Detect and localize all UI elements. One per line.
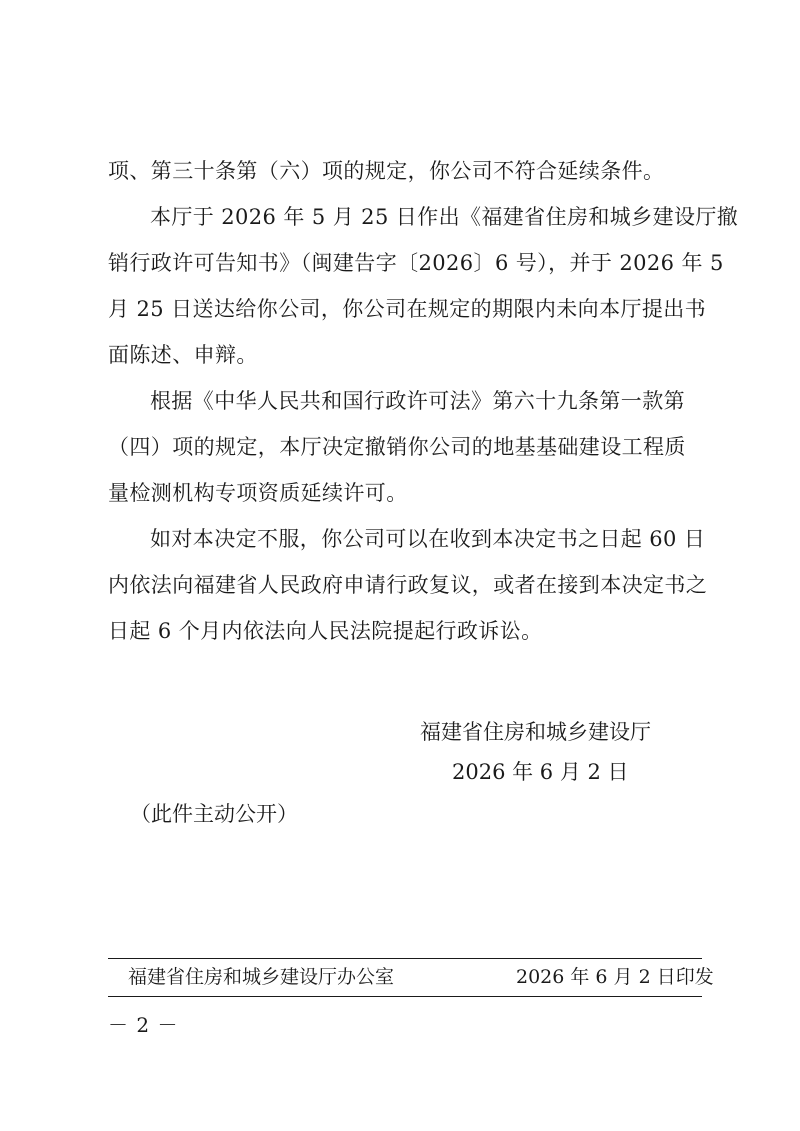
disclosure-note: （此件主动公开） [130,802,298,826]
body-line: 根据《中华人民共和国行政许可法》第六十九条第一款第 [150,389,685,413]
body-line: 内依法向福建省人民政府申请行政复议，或者在接到本决定书之 [108,573,708,597]
document-body [108,148,739,654]
issue-date: 2026 年 6 月 2 日 [452,760,629,784]
body-line: 销行政许可告知书》（闽建告字〔2026〕6 号），并于 2026 年 5 [108,251,724,275]
body-line: 如对本决定不服，你公司可以在收到本决定书之日起 60 日 [150,527,706,551]
body-line: 量检测机构专项资质延续许可。 [108,481,408,505]
body-line: 本厅于 2026 年 5 月 25 日作出《福建省住房和城乡建设厅撤 [150,205,739,229]
body-line: 面陈述、申辩。 [108,343,258,367]
body-line: 月 25 日送达给你公司，你公司在规定的期限内未向本厅提出书 [108,297,707,321]
body-line: 项、第三十条第（六）项的规定，你公司不符合延续条件。 [108,159,665,183]
issuer-name: 福建省住房和城乡建设厅 [420,720,651,744]
page-number: － 2 － [108,1013,179,1037]
footer-office: 福建省住房和城乡建设厅办公室 [128,966,395,988]
body-line: 日起 6 个月内依法向人民法院提起行政诉讼。 [108,619,543,643]
footer-divider-top [108,958,702,959]
footer-print-date: 2026 年 6 月 2 日印发 [516,966,714,988]
body-line: （四）项的规定，本厅决定撤销你公司的地基基础建设工程质 [108,435,686,459]
footer-divider-bottom [108,996,702,997]
signature-block [420,712,651,792]
